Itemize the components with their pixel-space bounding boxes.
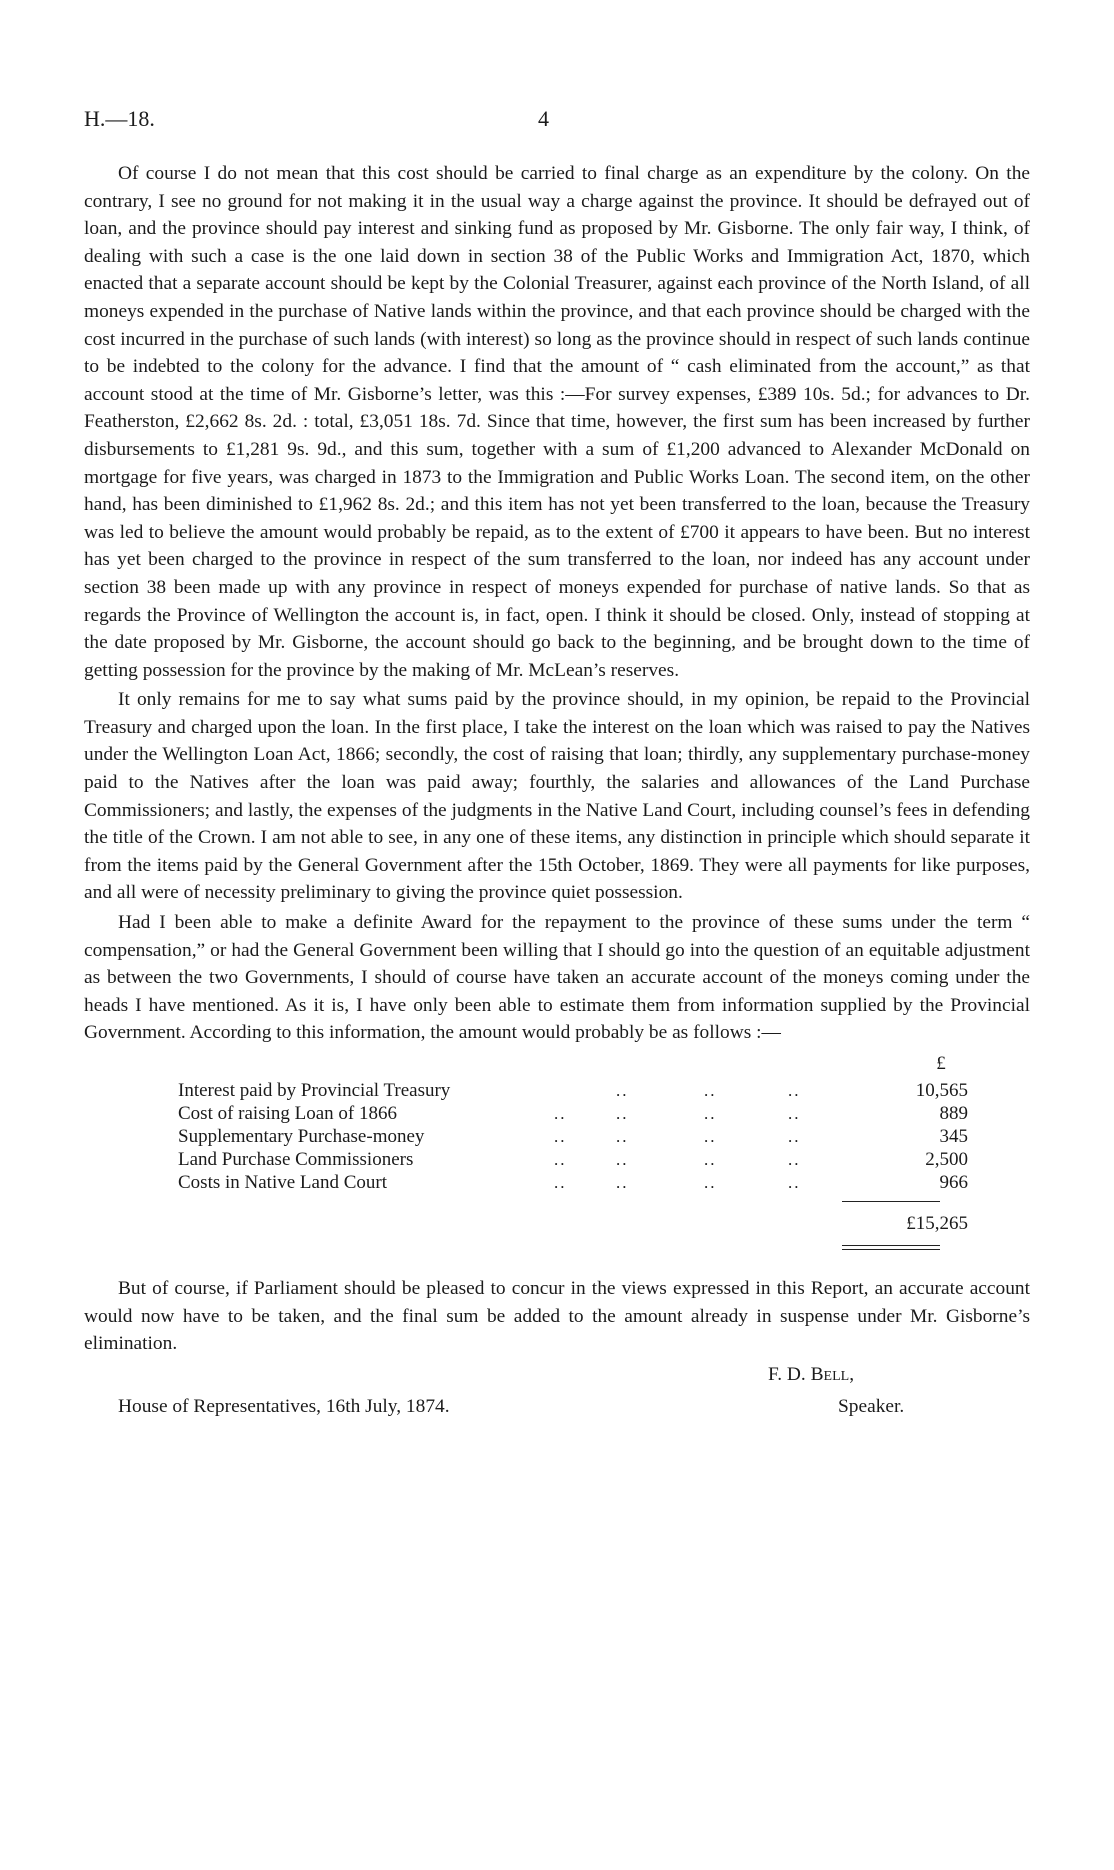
leader-dots: .. .. .. .. [554,1104,801,1123]
leader-dots: .. .. .. .. [554,1173,801,1192]
schedule-row-label: Costs in Native Land Court [178,1172,387,1193]
total-double-rule-bottom [842,1249,940,1250]
paragraph-1: Of course I do not mean that this cost should be carried to final charge as an expenditure by the colony. On the contrary, I see no ground for not making it in the usual way a charge against the province. It should be defrayed out of loan, and the province should pay interest and sinking fund as proposed by Mr. Gisborne. The only fair way, I think, of dealing with such a case is the one laid down in section 38 of the Public Works and Immigration Act, 1870, which enacted that a separate account should be kept by the Colonial Treasurer, against each province of the North Island, of all moneys expended in the purchase of Native lands within the province, and that each province should be charged with the cost incurred in the purchase of such lands (with interest) so long as the province should in respect of such lands continue to be indebted to the colony for the advance. I find that the amount of “ cash eliminated from the account,” as that account stood at the time of Mr. Gisborne’s letter, was this :—For survey expenses, £389 10s. 5d.; for advances to Dr. Featherston, £2,662 8s. 2d. : total, £3,051 18s. 7d. Since that time, however, the first sum has been increased by further disbursements to £1,281 9s. 9d., and this sum, together with a sum of £1,200 advanced to Alexander McDonald on mortgage for five years, was charged in 1873 to the Immigration and Public Works Loan. The second item, on the other hand, has been diminished to £1,962 8s. 2d.; and this item has not yet been transferred to the loan, because the Treasury was led to believe the amount would probably be repaid, as to the extent of £700 it appears to have been. But no interest has yet been charged to the province in respect of the sum transferred to the loan, nor indeed has any account under section 38 been made up with any province in respect of moneys expended for purchase of native lands. So that as regards the Province of Wellington the account is, in fact, open. I think it should be closed. Only, instead of stopping at the date proposed by Mr. Gisborne, the account should go back to the beginning, and be brought down to the time of getting possession for the province by the making of Mr. McLean’s reserves. [84,163,1030,681]
schedule-row-amount: 345 [939,1126,968,1147]
schedule-row [84,1102,1030,1125]
signatory-name: F. D. Bell, [768,1363,855,1385]
schedule-row [84,1079,1030,1102]
signature-block [84,1364,1030,1444]
schedule-row [84,1125,1030,1148]
total-double-rule-top [842,1245,940,1246]
document-body [84,160,1030,1444]
paper-code: H.—18. [84,106,155,131]
closing-paragraph: But of course, if Parliament should be pleased to concur in the views expressed in this Report, an accurate account would now have to be taken, and the final sum be added to the amount already in suspense under Mr. Gisborne’s elimination. [84,1278,1030,1355]
schedule-row-label: Interest paid by Provincial Treasury [178,1080,451,1101]
schedule-row-amount: 2,500 [925,1149,968,1170]
estimate-schedule [84,1053,1030,1275]
paragraph-2: It only remains for me to say what sums paid by the province should, in my opinion, be repaid to the Provincial Treasury and charged upon the loan. In the first place, I take the interest on the loan which was raised to pay the Natives under the Wellington Loan Act, 1866; secondly, the cost of raising that loan; thirdly, any supplementary purchase-money paid to the Natives after the loan was paid away; fourthly, the salaries and allowances of the Land Purchase Commissioners; and lastly, the expenses of the judgments in the Native Land Court, including counsel’s fees in defending the title of the Crown. I am not able to see, in any one of these items, any distinction in principle which should separate it from the items paid by the General Government after the 15th October, 1869. They were all payments for like purposes, and all were of necessity preliminary to giving the province quiet possession. [84,689,1030,904]
schedule-rows [84,1079,1030,1194]
schedule-row-amount: 10,565 [915,1080,968,1101]
schedule-row [84,1148,1030,1171]
page-number: 4 [538,106,549,131]
schedule-row [84,1171,1030,1194]
subtotal-rule [842,1201,940,1202]
schedule-row-amount: 966 [939,1172,968,1193]
currency-column-head: £ [936,1053,946,1074]
schedule-row-amount: 889 [939,1103,968,1124]
leader-dots: .. .. .. [616,1081,801,1100]
schedule-row-label: Supplementary Purchase-money [178,1126,425,1147]
schedule-row-label: Cost of raising Loan of 1866 [178,1103,398,1124]
paragraph-3: Had I been able to make a definite Award for the repayment to the province of these sums under the term “ compensation,” or had the General Government been willing that I should go into the question of an equitable adjustment as between the two Governments, I should of course have taken an accurate account of the moneys coming under the heads I have mentioned. As it is, I have only been able to estimate them from information supplied by the Provincial Government. According to this information, the amount would probably be as follows :— [84,912,1030,1044]
page-header [84,106,1030,136]
signatory-title: Speaker. [838,1395,905,1417]
place-and-date: House of Representatives, 16th July, 1874. [118,1395,450,1417]
leader-dots: .. .. .. .. [554,1127,801,1146]
leader-dots: .. .. .. .. [554,1150,801,1169]
schedule-row-label: Land Purchase Commissioners [178,1149,414,1170]
schedule-total: £15,265 [906,1213,968,1234]
